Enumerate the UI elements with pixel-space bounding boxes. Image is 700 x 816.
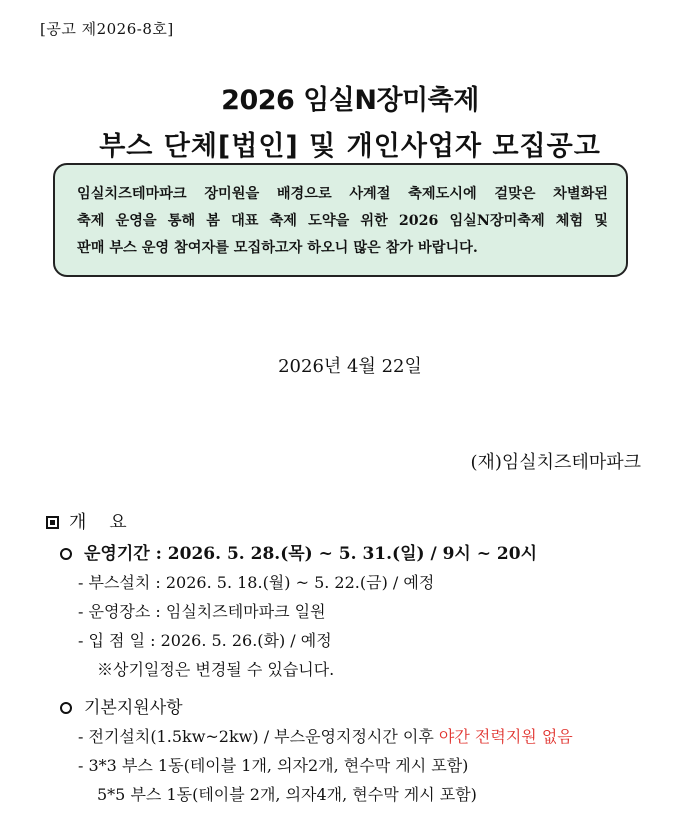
organization-name: (재)임실치즈테마파크 — [470, 452, 641, 473]
operation-period-text: 운영기간 : 2026. 5. 28.(목) ~ 5. 31.(일) / 9시 ~ 20시 — [84, 544, 537, 564]
list-item: - 입 점 일 : 2026. 5. 26.(화) / 예정 — [78, 631, 332, 650]
section-overview-label: 개 요 — [69, 512, 127, 533]
basic-support-heading — [60, 693, 183, 718]
basic-support-label: 기본지원사항 — [84, 698, 183, 718]
intro-line: 판매 부스 운영 참여자를 모집하고자 하오니 많은 참가 바랍니다. — [77, 240, 478, 256]
notice-number: [공고 제2026-8호] — [40, 20, 174, 38]
operation-period-heading — [60, 539, 537, 564]
list-item: 5*5 부스 1동(테이블 2개, 의자4개, 현수막 게시 포함) — [97, 785, 477, 804]
intro-line: 임실치즈테마파크 장미원을 배경으로 사계절 축제도시에 걸맞은 차별화된 — [77, 186, 608, 202]
power-support-item — [78, 724, 573, 747]
list-item: - 운영장소 : 임실치즈테마파크 일원 — [78, 602, 326, 621]
intro-line: 축제 운영을 통해 봄 대표 축제 도약을 위한 2026 임실N장미축제 체험 및 — [77, 213, 608, 229]
power-support-warning: 야간 전력지원 없음 — [438, 727, 573, 746]
power-support-text: - 전기설치(1.5kw~2kw) / 부스운영지정시간 이후 — [78, 727, 439, 746]
schedule-note: ※상기일정은 변경될 수 있습니다. — [97, 660, 335, 679]
announcement-date: 2026년 4월 22일 — [278, 356, 422, 377]
list-item: - 3*3 부스 1동(테이블 1개, 의자2개, 현수막 게시 포함) — [78, 756, 469, 775]
circle-bullet-icon — [60, 548, 72, 560]
list-item: - 부스설치 : 2026. 5. 18.(월) ~ 5. 22.(금) / 예정 — [78, 573, 435, 592]
section-overview-heading — [46, 508, 127, 534]
intro-box — [53, 163, 628, 277]
page-subtitle: 부스 단체[법인] 및 개인사업자 모집공고 — [99, 131, 601, 162]
page-title: 2026 임실N장미축제 — [221, 85, 479, 116]
square-bullet-icon — [46, 516, 59, 529]
circle-bullet-icon — [60, 702, 72, 714]
